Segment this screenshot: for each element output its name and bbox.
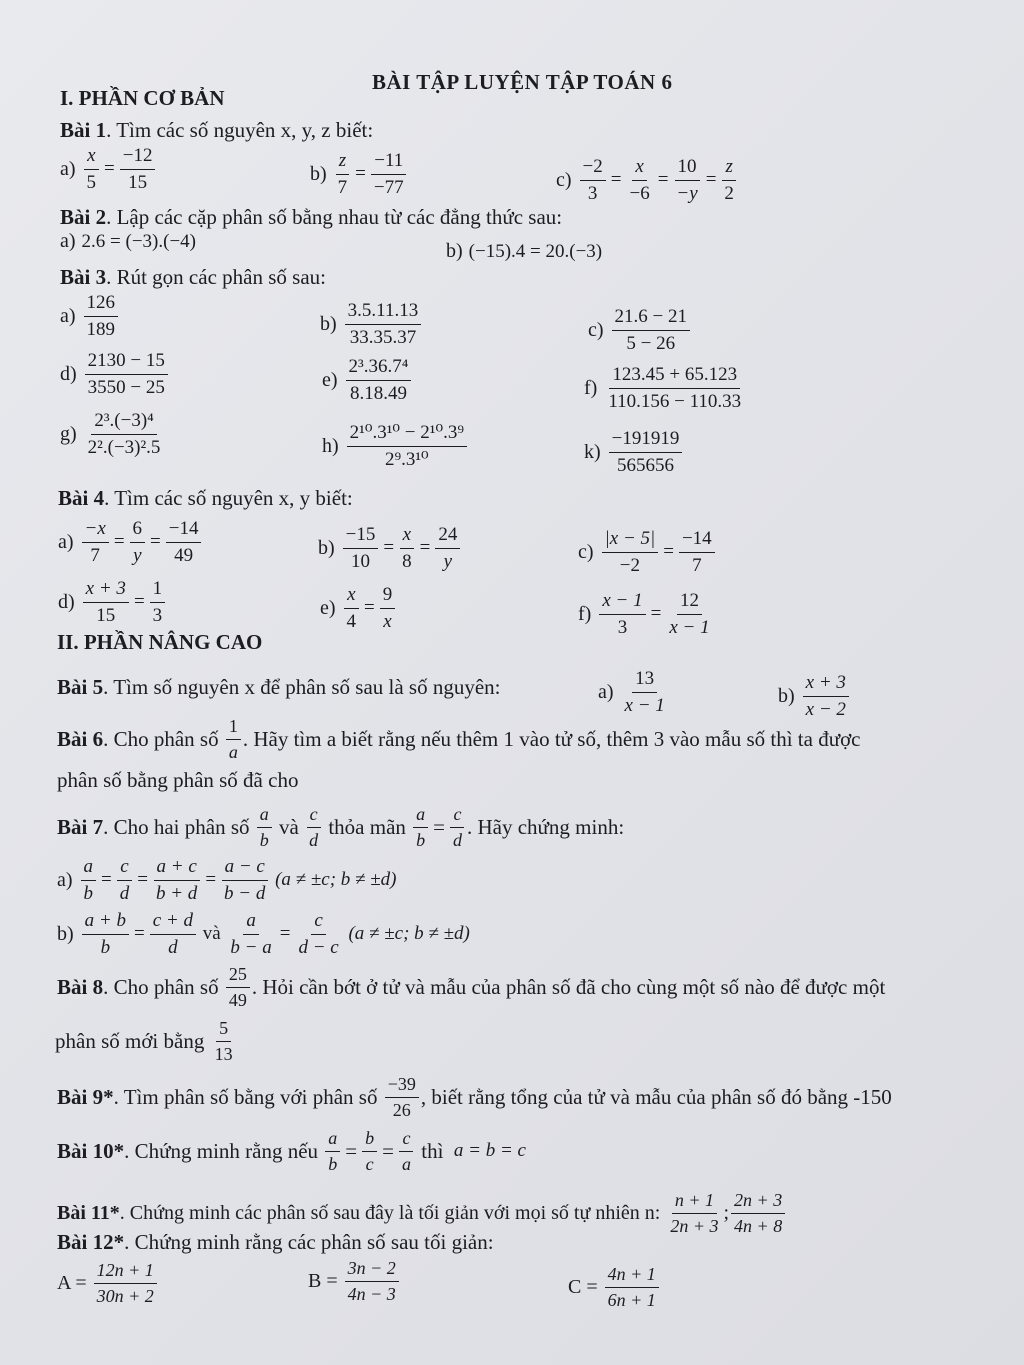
fraction: $\frac{a}{b}$ bbox=[81, 856, 97, 905]
exercise-1a: a) $\frac{x}{5}$ = $\frac{-12}{15}$ bbox=[60, 145, 157, 194]
fraction: $\frac{12n + 1}{30n + 2}$ bbox=[94, 1260, 157, 1306]
fraction: $\frac{a}{b}$ bbox=[257, 804, 272, 850]
exercise-3g: g) $\frac{\text{2³.(−3)⁴}}{\text{2².(−3)².5}}$ bbox=[60, 410, 165, 459]
exercise-2b: b) (−15).4 = 20.(−3) bbox=[446, 240, 603, 262]
fraction: $\frac{1}{3}$ bbox=[150, 578, 166, 627]
exercise-6-prompt-cont: phân số bằng phân số đã cho bbox=[57, 768, 299, 792]
exercise-4-prompt: Bài 4. Tìm các số nguyên x, y biết: bbox=[58, 486, 353, 510]
fraction: $\frac{c}{a}$ bbox=[399, 1128, 414, 1174]
exercise-3k: k) $\frac{-191919}{565656}$ bbox=[584, 428, 684, 477]
exercise-3c: c) $\frac{21.6 - 21}{5 - 26}$ bbox=[588, 306, 692, 355]
fraction: $\frac{a}{b}$ bbox=[325, 1128, 340, 1174]
fraction: $\frac{21.6 - 21}{5 - 26}$ bbox=[612, 306, 690, 355]
fraction: $\frac{n + 1}{2n + 3}$ bbox=[670, 1190, 719, 1236]
section-advanced-heading: II. PHẦN NÂNG CAO bbox=[57, 630, 263, 654]
fraction: $\frac{-191919}{565656}$ bbox=[609, 428, 683, 477]
fraction: $\frac{z}{7}$ bbox=[337, 150, 348, 198]
fraction: $\frac{\text{2³.36.7⁴}}{8.18.49}$ bbox=[346, 356, 412, 405]
fraction: $\frac{-x}{7}$ bbox=[82, 518, 109, 567]
fraction: $\frac{10}{-y}$ bbox=[676, 156, 698, 204]
fraction: $\frac{123.45 + 65.123}{110.156 - 110.33}$ bbox=[608, 364, 742, 412]
fraction: $\frac{25}{49}$ bbox=[226, 964, 250, 1010]
fraction: $\frac{-39}{26}$ bbox=[385, 1074, 419, 1120]
exercise-10-prompt: Bài 10* . Chứng minh rằng nếu $\frac{a}{b}$ = $\frac{b}{c}$ = $\frac{c}{a}$ thì a = b = c bbox=[57, 1128, 526, 1174]
exercise-4b: b) $\frac{-15}{10}$ = $\frac{x}{8}$ = $\frac{24}{y}$ bbox=[318, 524, 462, 573]
fraction: $\frac{a}{b}$ bbox=[413, 804, 428, 850]
fraction: $\frac{12}{x - 1}$ bbox=[669, 590, 710, 638]
page-title: BÀI TẬP LUYỆN TẬP TOÁN 6 bbox=[372, 70, 673, 94]
exercise-8-prompt: Bài 8 . Cho phân số $\frac{25}{49}$ . Hỏi cần bớt ở tử và mẫu của phân số đã cho cùng một số nào để được một bbox=[57, 964, 886, 1010]
fraction: $\frac{c + d}{d}$ bbox=[150, 910, 196, 959]
exercise-5-prompt: Bài 5. Tìm số nguyên x để phân số sau là số nguyên: bbox=[57, 675, 501, 699]
exercise-3b: b) $\frac{3.5.11.13}{33.35.37}$ bbox=[320, 300, 423, 349]
fraction: $\frac{-12}{15}$ bbox=[120, 145, 156, 194]
fraction: $\frac{126}{189}$ bbox=[84, 292, 119, 341]
fraction: $\frac{c}{d}$ bbox=[306, 804, 321, 850]
fraction: $\frac{1}{a}$ bbox=[226, 716, 241, 762]
fraction: $\frac{x + 3}{x - 2}$ bbox=[803, 672, 849, 721]
exercise-3h: h) $\frac{\text{2¹⁰.3¹⁰ − 2¹⁰.3⁹}}{\text{2⁹.3¹⁰}}$ bbox=[322, 422, 469, 471]
fraction: $\frac{3n - 2}{4n - 3}$ bbox=[345, 1258, 399, 1304]
fraction: $\frac{24}{y}$ bbox=[435, 524, 460, 573]
exercise-5a: a) $\frac{13}{x - 1}$ bbox=[598, 668, 670, 717]
exercise-9-prompt: Bài 9* . Tìm phân số bằng với phân số $\frac{-39}{26}$ , biết rằng tổng của tử và mẫu của phân số đó bằng -150 bbox=[57, 1074, 892, 1120]
fraction: $\frac{x}{5}$ bbox=[84, 145, 100, 194]
fraction: $\frac{\text{2³.(−3)⁴}}{\text{2².(−3)².5}}$ bbox=[87, 410, 161, 458]
exercise-3e: e) $\frac{\text{2³.36.7⁴}}{8.18.49}$ bbox=[322, 356, 413, 405]
fraction: $\frac{a + b}{b}$ bbox=[82, 910, 129, 959]
fraction: $\frac{-14}{49}$ bbox=[166, 518, 202, 567]
exercise-7a: a) $\frac{a}{b}$ = $\frac{c}{d}$ = $\frac{a + c}{b + d}$ = $\frac{a - c}{b - d}$ (a ≠ ±c; b ≠ ±d) bbox=[57, 856, 397, 904]
fraction: $\frac{5}{13}$ bbox=[214, 1018, 233, 1064]
exercise-6-prompt: Bài 6 . Cho phân số $\frac{1}{a}$ . Hãy tìm a biết rằng nếu thêm 1 vào tử số, thêm 3 vào mẫu số thì ta được bbox=[57, 716, 861, 762]
exercise-3-prompt: Bài 3. Rút gọn các phân số sau: bbox=[60, 265, 326, 289]
exercise-4d: d) $\frac{x + 3}{15}$ = $\frac{1}{3}$ bbox=[58, 578, 167, 627]
fraction: $\frac{\text{2¹⁰.3¹⁰ − 2¹⁰.3⁹}}{\text{2⁹.3¹⁰}}$ bbox=[347, 422, 467, 471]
fraction: $\frac{-15}{10}$ bbox=[343, 524, 379, 573]
exercise-7-prompt: Bài 7 . Cho hai phân số $\frac{a}{b}$ và $\frac{c}{d}$ thỏa mãn $\frac{a}{b}$ = $\frac{c}{d}$ . Hãy chứng minh: bbox=[57, 804, 625, 850]
exercise-2a: a) 2.6 = (−3).(−4) bbox=[60, 230, 197, 252]
fraction: $\frac{a}{b - a}$ bbox=[230, 910, 272, 958]
exercise-3d: d) $\frac{2130 - 15}{3550 - 25}$ bbox=[60, 350, 170, 399]
exercise-2-prompt: Bài 2. Lập các cặp phân số bằng nhau từ các đẳng thức sau: bbox=[60, 205, 563, 229]
exercise-12-C: C = $\frac{4n + 1}{6n + 1}$ bbox=[568, 1264, 661, 1310]
exercise-1-prompt: Bài 1. Tìm các số nguyên x, y, z biết: bbox=[60, 118, 374, 142]
section-basic-heading: I. PHẦN CƠ BẢN bbox=[60, 86, 225, 110]
exercise-4a: a) $\frac{-x}{7}$ = $\frac{6}{y}$ = $\frac{-14}{49}$ bbox=[58, 518, 203, 567]
fraction: $\frac{x + 3}{15}$ bbox=[83, 578, 129, 627]
fraction: $\frac{-14}{7}$ bbox=[679, 528, 715, 577]
fraction: $\frac{c}{d}$ bbox=[450, 804, 465, 850]
fraction: $\frac{c}{d}$ bbox=[117, 856, 133, 905]
exercise-5b: b) $\frac{x + 3}{x - 2}$ bbox=[778, 672, 851, 721]
exercise-3a: a) $\frac{126}{189}$ bbox=[60, 292, 120, 341]
fraction: $\frac{x}{8}$ bbox=[399, 524, 415, 573]
fraction: $\frac{z}{2}$ bbox=[724, 156, 734, 204]
fraction: $\frac{6}{y}$ bbox=[130, 518, 146, 567]
exercise-4f: f) $\frac{x - 1}{3}$ = $\frac{12}{x - 1}$ bbox=[578, 590, 715, 639]
fraction: $\frac{2130 - 15}{3550 - 25}$ bbox=[85, 350, 168, 399]
exercise-3f: f) $\frac{123.45 + 65.123}{110.156 - 110.33}$ bbox=[584, 364, 746, 413]
exercise-12-A: A = $\frac{12n + 1}{30n + 2}$ bbox=[57, 1260, 159, 1306]
fraction: $\frac{4n + 1}{6n + 1}$ bbox=[605, 1264, 659, 1310]
exercise-4e: e) $\frac{x}{4}$ = $\frac{9}{x}$ bbox=[320, 584, 397, 633]
exercise-7b: b) $\frac{a + b}{b}$ = $\frac{c + d}{d}$ và $\frac{a}{b - a}$ = $\frac{c}{d - c}$ (a ≠ ±c; b ≠ ±d) bbox=[57, 910, 470, 958]
fraction: $\frac{b}{c}$ bbox=[362, 1128, 377, 1174]
exercise-12-prompt: Bài 12*. Chứng minh rằng các phân số sau tối giản: bbox=[57, 1230, 494, 1254]
fraction: $\frac{x - 1}{3}$ bbox=[599, 590, 645, 639]
fraction: $\frac{a + c}{b + d}$ bbox=[153, 856, 200, 905]
exercise-8-prompt-cont: phân số mới bằng $\frac{5}{13}$ bbox=[55, 1018, 238, 1064]
fraction: $\frac{-11}{-77}$ bbox=[371, 150, 407, 199]
exercise-1b: b) $\frac{z}{7}$ = $\frac{-11}{-77}$ bbox=[310, 150, 409, 199]
exercise-11-prompt: Bài 11* . Chứng minh các phân số sau đây là tối giản với mọi số tự nhiên n: $\frac{n + 1}{2n + 3}$ ; $\frac{2n + 3}{4n + 8}$ bbox=[57, 1190, 787, 1236]
fraction: $\frac{x}{4}$ bbox=[344, 584, 360, 633]
exercise-4c: c) $\frac{|x - 5|}{-2}$ = $\frac{-14}{7}$ bbox=[578, 528, 717, 577]
fraction: $\frac{c}{d - c}$ bbox=[298, 910, 339, 958]
fraction: $\frac{3.5.11.13}{33.35.37}$ bbox=[345, 300, 422, 349]
fraction: $\frac{a - c}{b - d}$ bbox=[221, 856, 268, 905]
fraction: $\frac{13}{x - 1}$ bbox=[624, 668, 665, 716]
fraction: $\frac{|x - 5|}{-2}$ bbox=[602, 528, 659, 577]
fraction: $\frac{-2}{3}$ bbox=[580, 156, 606, 205]
fraction: $\frac{2n + 3}{4n + 8}$ bbox=[731, 1190, 785, 1236]
fraction: $\frac{x}{-6}$ bbox=[629, 156, 650, 204]
exercise-12-B: B = $\frac{3n - 2}{4n - 3}$ bbox=[308, 1258, 401, 1304]
exercise-1c: c) $\frac{-2}{3}$ = $\frac{x}{-6}$ = $\frac{10}{-y}$ = $\frac{z}{2}$ bbox=[556, 156, 739, 205]
fraction: $\frac{9}{x}$ bbox=[380, 584, 396, 633]
